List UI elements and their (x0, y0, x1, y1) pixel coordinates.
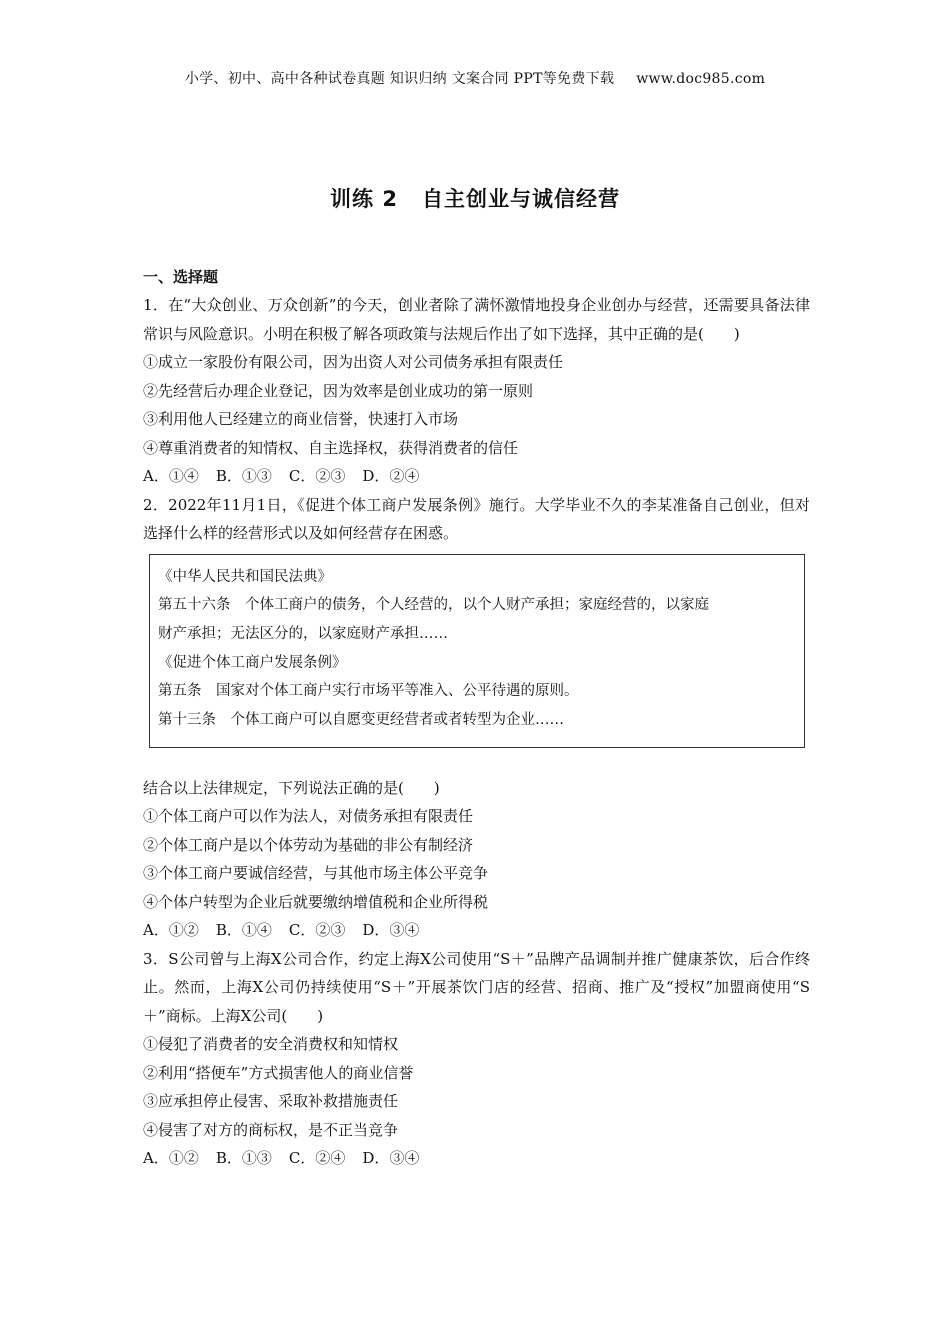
option-c[interactable]: C．②④ (288, 1149, 346, 1167)
section-heading: 一、选择题 (143, 268, 219, 286)
option-a[interactable]: A．①④ (143, 467, 199, 485)
option-d[interactable]: D．③④ (362, 921, 420, 939)
statement-item: ①成立一家股份有限公司，因为出资人对公司债务承担有限责任 (143, 353, 564, 371)
answer-options (143, 916, 810, 945)
statement-item: ④侵害了对方的商标权，是不正当竞争 (143, 1120, 399, 1139)
question-1 (143, 291, 810, 491)
document-body (143, 263, 810, 1173)
title-part1: 训练 2 (330, 187, 398, 211)
question-2 (143, 491, 810, 945)
page-header (0, 68, 950, 88)
option-a[interactable]: A．①② (143, 1149, 199, 1167)
question-stem: 2．2022年11月1日，《促进个体工商户发展条例》施行。大学毕业不久的李某准备自己创业，但对选择什么样的经营形式以及如何经营存在困惑。 (143, 495, 810, 542)
option-d[interactable]: D．②④ (362, 467, 420, 485)
law-article: 财产承担；无法区分的，以家庭财产承担…… (158, 625, 448, 642)
page-title (0, 183, 950, 213)
option-b[interactable]: B．①③ (215, 467, 272, 485)
statement-item: ②先经营后办理企业登记，因为效率是创业成功的第一原则 (143, 381, 534, 400)
law-title: 《促进个体工商户发展条例》 (158, 654, 347, 671)
question-stem: 1．在“大众创业、万众创新”的今天，创业者除了满怀激情地投身企业创办与经营，还需要具备法律常识与风险意识。小明在积极了解各项政策与法规后作出了如下选择，其中正确的是( ) (143, 296, 810, 343)
statement-item: ②个体工商户是以个体劳动为基础的非公有制经济 (143, 835, 474, 854)
question-3 (143, 945, 810, 1173)
option-d[interactable]: D．③④ (362, 1149, 420, 1167)
law-excerpt-box (149, 554, 805, 748)
statement-item: ①侵犯了消费者的安全消费权和知情权 (143, 1035, 399, 1053)
option-b[interactable]: B．①③ (215, 1149, 272, 1167)
law-article: 第十三条 个体工商户可以自愿变更经营者或者转型为企业…… (158, 712, 564, 729)
statement-item: ④个体户转型为企业后就要缴纳增值税和企业所得税 (143, 892, 489, 911)
header-text: 小学、初中、高中各种试卷真题 知识归纳 文案合同 PPT等免费下载 (184, 71, 615, 87)
option-c[interactable]: C．②③ (288, 467, 346, 485)
answer-options (143, 1144, 810, 1173)
statement-item: ④尊重消费者的知情权、自主选择权，获得消费者的信任 (143, 438, 519, 457)
header-url[interactable]: www.doc985.com (636, 71, 766, 87)
statement-item: ①个体工商户可以作为法人，对债务承担有限责任 (143, 807, 474, 825)
option-b[interactable]: B．①④ (215, 921, 272, 939)
answer-options (143, 462, 810, 491)
question-prompt: 结合以上法律规定，下列说法正确的是( ) (143, 778, 440, 797)
option-c[interactable]: C．②③ (288, 921, 346, 939)
law-title: 《中华人民共和国民法典》 (158, 568, 332, 585)
statement-item: ③个体工商户要诚信经营，与其他市场主体公平竞争 (143, 864, 489, 882)
question-stem: 3．S公司曾与上海X公司合作，约定上海X公司使用“S＋”品牌产品调制并推广健康茶饮，后合作终止。然而，上海X公司仍持续使用“S＋”开展茶饮门店的经营、招商、推广及“授权”加盟商使用“S＋”商标。上海X公司( ) (143, 949, 810, 1025)
law-article: 第五条 国家对个体工商户实行市场平等准入、公平待遇的原则。 (158, 683, 579, 700)
option-a[interactable]: A．①② (143, 921, 199, 939)
title-part2: 自主创业与诚信经营 (421, 187, 620, 211)
statement-item: ③应承担停止侵害、采取补救措施责任 (143, 1092, 399, 1110)
statement-item: ②利用“搭便车”方式损害他人的商业信誉 (143, 1063, 414, 1082)
law-article: 第五十六条 个体工商户的债务，个人经营的，以个人财产承担；家庭经营的，以家庭 (158, 597, 709, 614)
statement-item: ③利用他人已经建立的商业信誉，快速打入市场 (143, 410, 459, 428)
